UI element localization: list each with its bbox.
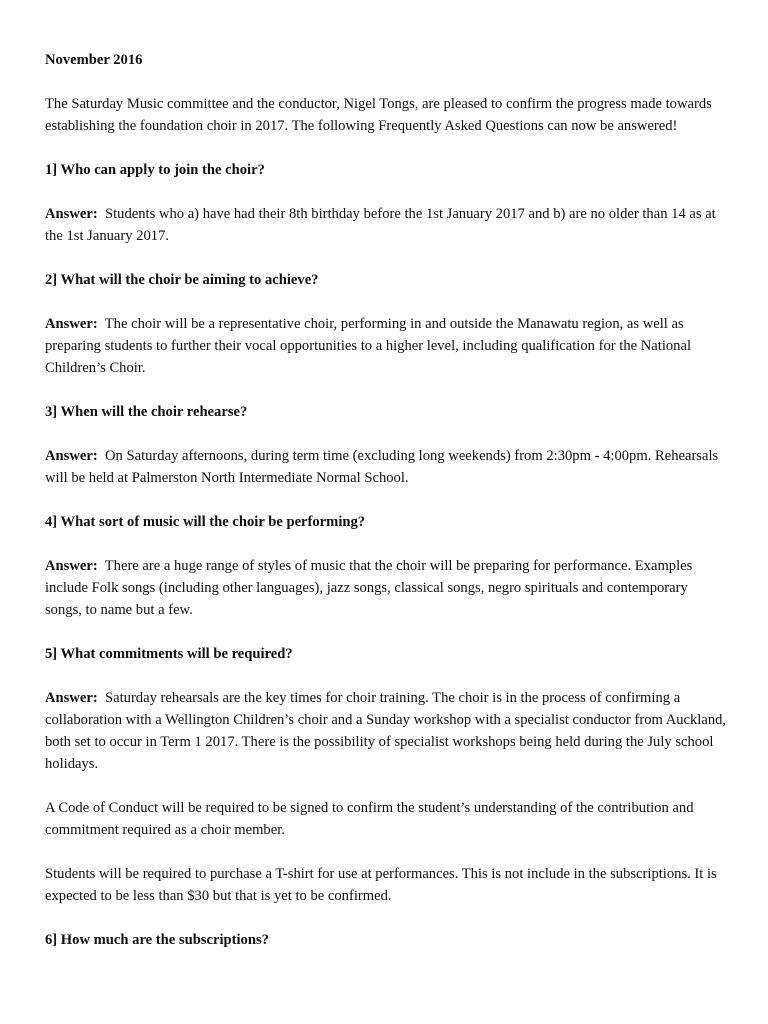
answer-label: Answer: — [45, 316, 98, 332]
answer-text: Students who a) have had their 8th birthday before the 1st January 2017 and b) are no older than 14 as at the 1st January 2017. — [45, 206, 716, 244]
answer-text: The choir will be a representative choir, performing in and outside the Manawatu region, as well as preparing students to further their vocal opportunities to a higher level, including qualification for the National Children’s Choir. — [45, 316, 691, 376]
document-date: November 2016 — [45, 52, 143, 68]
faq-answer — [45, 445, 728, 489]
faq-answer — [45, 313, 728, 379]
answer-text: Saturday rehearsals are the key times for choir training. The choir is in the process of confirming a collaboration with a Wellington Children’s choir and a Sunday workshop with a specialist conductor from Auckland, both set to occur in Term 1 2017. There is the possibility of specialist workshops being held during the July school holidays. — [45, 690, 727, 772]
answer-label: Answer: — [45, 206, 98, 222]
answer-text: There are a huge range of styles of music that the choir will be preparing for performance. Examples include Folk songs (including other languages), jazz songs, classical songs, negro spirituals and contemporary songs, to name but a few. — [45, 558, 693, 618]
answer-text: On Saturday afternoons, during term time (excluding long weekends) from 2:30pm - 4:00pm. Rehearsals will be held at Palmerston North Intermediate Normal School. — [45, 448, 719, 486]
faq-question: 5] What commitments will be required? — [45, 646, 293, 662]
faq-answer — [45, 687, 728, 775]
intro-paragraph: The Saturday Music committee and the conductor, Nigel Tongs, are pleased to confirm the progress made towards establishing the foundation choir in 2017. The following Frequently Asked Questions can now be answered! — [45, 96, 712, 134]
faq-question: 3] When will the choir rehearse? — [45, 404, 248, 420]
faq-question: 2] What will the choir be aiming to achieve? — [45, 272, 319, 288]
faq-question: 6] How much are the subscriptions? — [45, 932, 269, 948]
answer-label: Answer: — [45, 690, 98, 706]
tshirt-paragraph: Students will be required to purchase a T-shirt for use at performances. This is not include in the subscriptions. It is expected to be less than $30 but that is yet to be confirmed. — [45, 866, 717, 904]
answer-label: Answer: — [45, 558, 98, 574]
faq-answer — [45, 203, 728, 247]
faq-question: 1] Who can apply to join the choir? — [45, 162, 265, 178]
code-of-conduct-paragraph: A Code of Conduct will be required to be signed to confirm the student’s understanding of the contribution and commitment required as a choir member. — [45, 800, 694, 838]
answer-label: Answer: — [45, 448, 98, 464]
faq-question: 4] What sort of music will the choir be performing? — [45, 514, 366, 530]
faq-answer — [45, 555, 728, 621]
